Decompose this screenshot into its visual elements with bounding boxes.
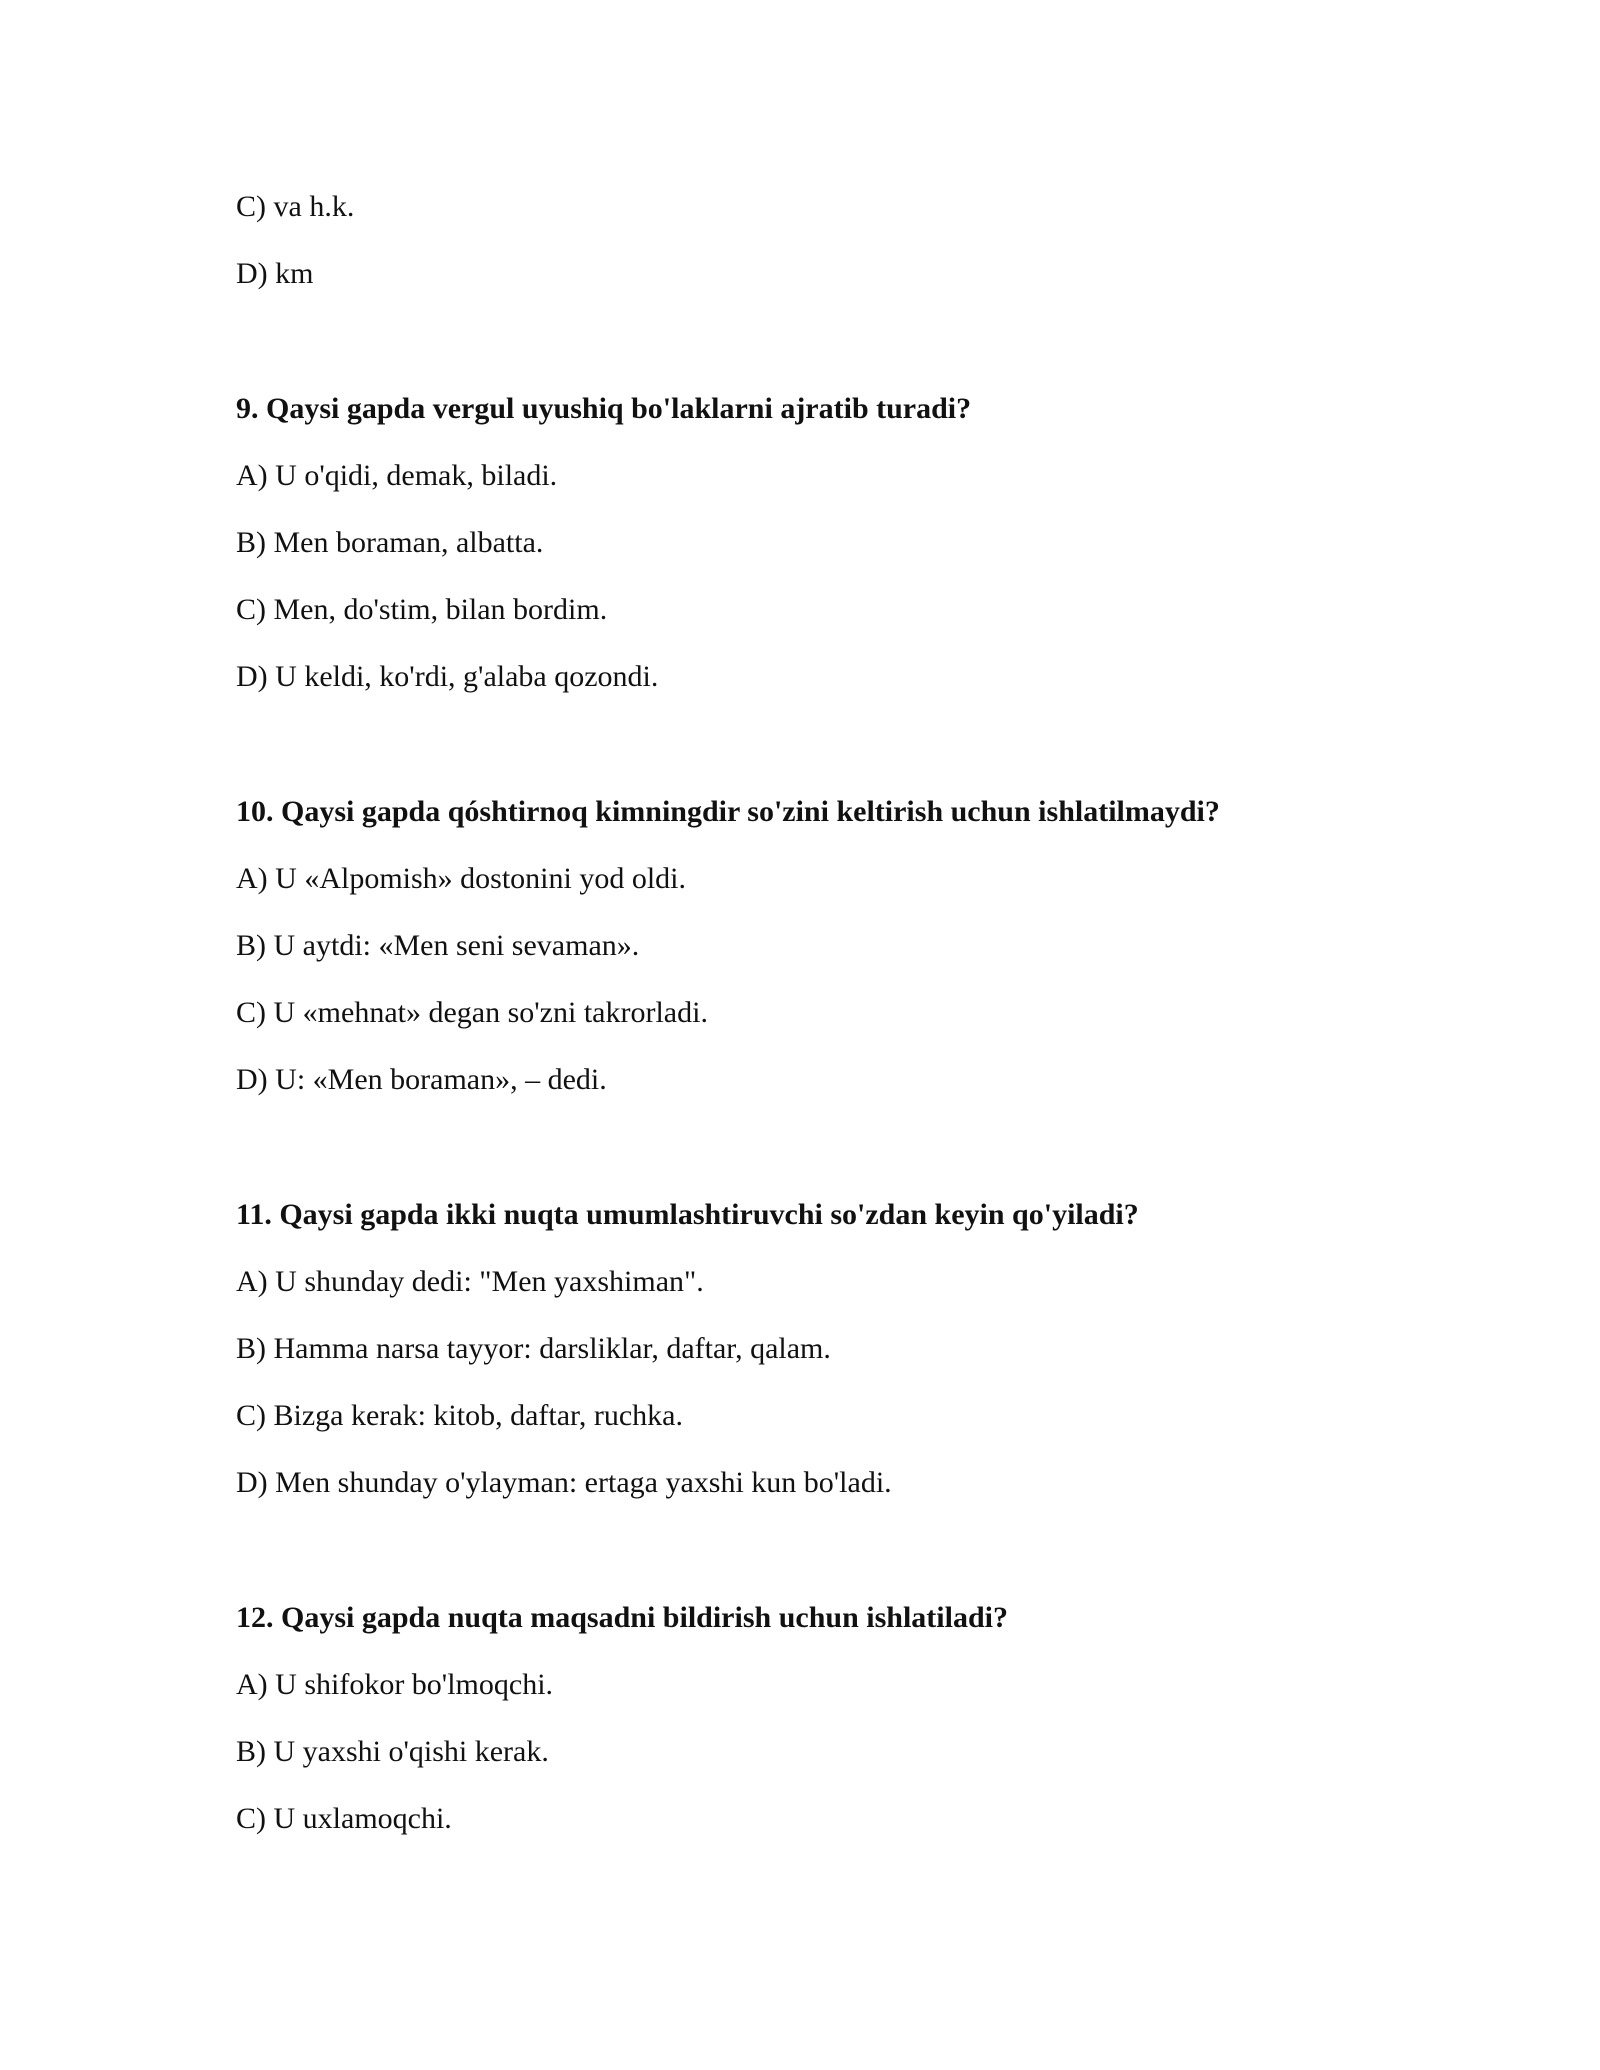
option-10-d: D) U: «Men boraman», – dedi.	[236, 1063, 607, 1096]
option-12-c: C) U uxlamoqchi.	[236, 1802, 452, 1835]
option-10-a: A) U «Alpomish» dostonini yod oldi.	[236, 862, 687, 895]
option-10-c: C) U «mehnat» degan so'zni takrorladi.	[236, 996, 708, 1029]
option-11-d: D) Men shunday o'ylayman: ertaga yaxshi kun bo'ladi.	[236, 1466, 892, 1499]
question-9-title: 9. Qaysi gapda vergul uyushiq bo'laklarni ajratib turadi?	[236, 392, 972, 425]
option-9-c: C) Men, do'stim, bilan bordim.	[236, 593, 608, 626]
option-8-c: C) va h.k.	[236, 190, 355, 223]
option-12-b: B) U yaxshi o'qishi kerak.	[236, 1735, 549, 1768]
question-10-title: 10. Qaysi gapda qóshtirnoq kimningdir so'zini keltirish uchun ishlatilmaydi?	[236, 795, 1220, 828]
option-11-b: B) Hamma narsa tayyor: darsliklar, daftar, qalam.	[236, 1332, 831, 1365]
option-9-a: A) U o'qidi, demak, biladi.	[236, 459, 558, 492]
option-9-b: B) Men boraman, albatta.	[236, 526, 544, 559]
question-12-title: 12. Qaysi gapda nuqta maqsadni bildirish uchun ishlatiladi?	[236, 1601, 1008, 1634]
option-9-d: D) U keldi, ko'rdi, g'alaba qozondi.	[236, 660, 659, 693]
question-11-title: 11. Qaysi gapda ikki nuqta umumlashtiruvchi so'zdan keyin qo'yiladi?	[236, 1198, 1139, 1231]
option-8-d: D) km	[236, 257, 314, 290]
option-11-c: C) Bizga kerak: kitob, daftar, ruchka.	[236, 1399, 683, 1432]
option-10-b: B) U aytdi: «Men seni sevaman».	[236, 929, 640, 962]
option-11-a: A) U shunday dedi: "Men yaxshiman".	[236, 1265, 704, 1298]
option-12-a: A) U shifokor bo'lmoqchi.	[236, 1668, 554, 1701]
